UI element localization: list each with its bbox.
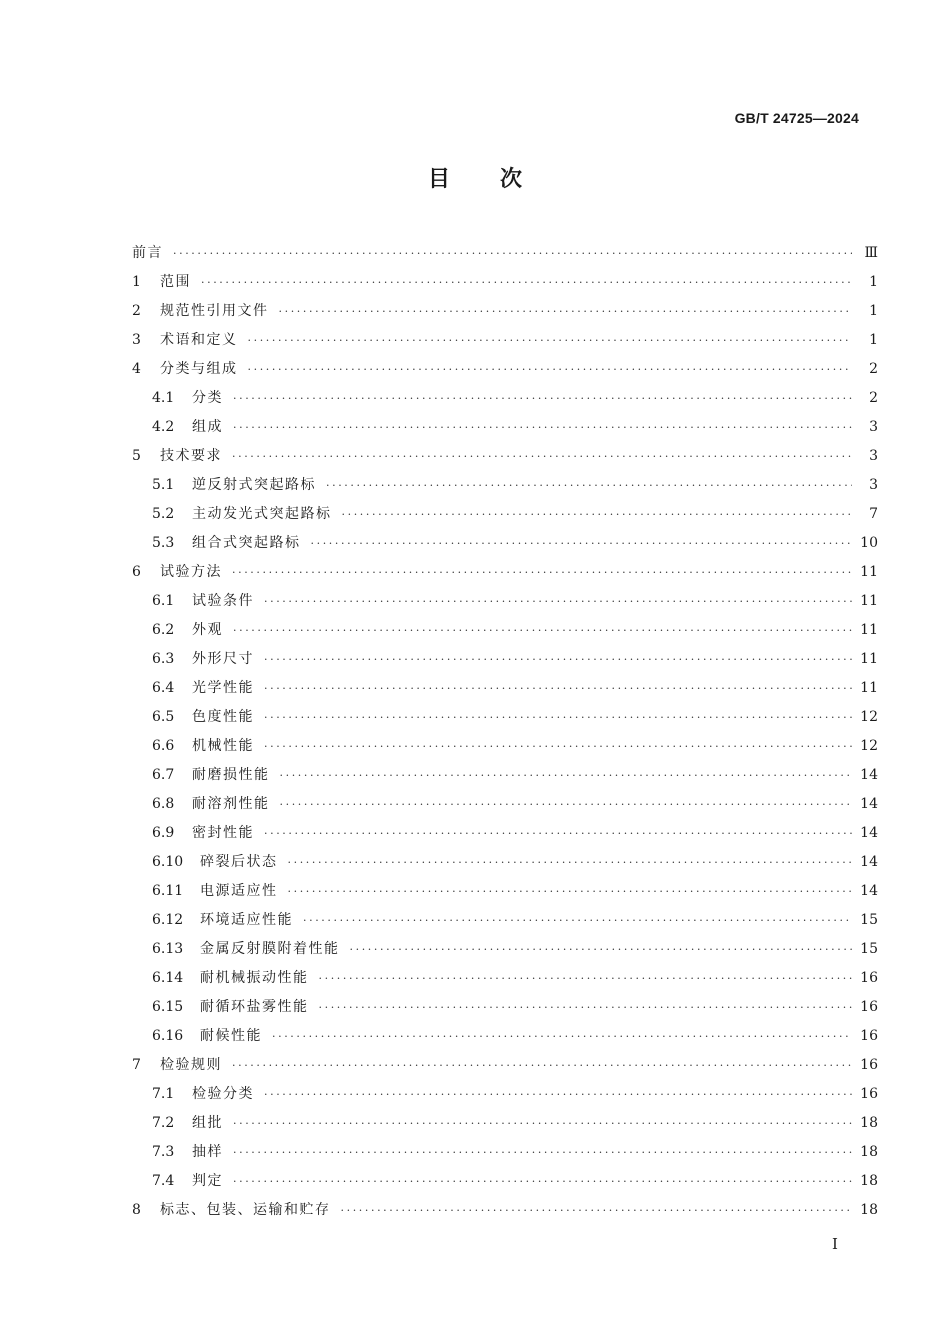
toc-entry-number: 6.7 (152, 767, 175, 783)
toc-entry-label: 术语和定义 (160, 332, 238, 348)
toc-entry-number: 6.9 (152, 825, 175, 841)
title-char-1: 目 (427, 167, 450, 192)
toc-entry-label: 组合式突起路标 (192, 535, 301, 551)
toc-entry-page: 16 (860, 1028, 878, 1044)
toc-entry-page: 11 (860, 680, 878, 696)
dot-leader (311, 529, 853, 558)
toc-entry-page: 18 (860, 1144, 878, 1160)
toc-entry-label: 范围 (160, 274, 191, 290)
toc-entry[interactable] (132, 471, 878, 500)
toc-entry[interactable] (132, 500, 878, 529)
toc-entry-number: 6.5 (152, 709, 175, 725)
toc-entry-number: 7.4 (152, 1173, 175, 1189)
dot-leader (326, 471, 852, 500)
toc-entry-number: 4 (132, 361, 141, 377)
toc-entry[interactable] (132, 732, 878, 761)
dot-leader (342, 500, 853, 529)
standard-code: GB/T 24725—2024 (734, 110, 859, 126)
toc-entry[interactable] (132, 558, 878, 587)
toc-entry-label: 耐候性能 (200, 1028, 262, 1044)
toc-entry-label: 外观 (192, 622, 223, 638)
toc-entry-page: 14 (860, 883, 878, 899)
toc-entry-label: 电源适应性 (200, 883, 278, 899)
toc-entry-number: 5.1 (152, 477, 175, 493)
dot-leader (233, 413, 852, 442)
dot-leader (280, 761, 853, 790)
dot-leader (264, 1080, 852, 1109)
toc-entry-number: 6.15 (152, 999, 184, 1015)
toc-entry-label: 密封性能 (192, 825, 254, 841)
toc-entry-page: 11 (860, 622, 878, 638)
title-char-2: 次 (500, 167, 523, 192)
toc-entry-number: 6.2 (152, 622, 175, 638)
dot-leader (232, 442, 852, 471)
toc-entry-number: 3 (132, 332, 141, 348)
toc-entry-label: 环境适应性能 (200, 912, 293, 928)
toc-entry-label: 机械性能 (192, 738, 254, 754)
toc-entry[interactable] (132, 384, 878, 413)
toc-entry-label: 外形尺寸 (192, 651, 254, 667)
toc-entry-page: 18 (860, 1115, 878, 1131)
toc-entry[interactable] (132, 616, 878, 645)
toc-entry-page: 18 (860, 1173, 878, 1189)
toc-entry-number: 4.1 (152, 390, 175, 406)
dot-leader (201, 268, 852, 297)
toc-entry-number: 6.13 (152, 941, 184, 957)
toc-entry[interactable] (132, 674, 878, 703)
toc-entry-label: 检验规则 (160, 1057, 222, 1073)
toc-entry-label: 金属反射膜附着性能 (200, 941, 340, 957)
toc-entry-number: 7.3 (152, 1144, 175, 1160)
toc-entry[interactable] (132, 819, 878, 848)
toc-entry[interactable] (132, 1051, 878, 1080)
toc-entry-number: 6.1 (152, 593, 175, 609)
toc-entry-page: 14 (860, 854, 878, 870)
toc-entry-number: 6.8 (152, 796, 175, 812)
dot-leader (264, 674, 852, 703)
toc-entry-page: 2 (869, 390, 878, 406)
toc-entry[interactable] (132, 1167, 878, 1196)
toc-entry-page: 12 (860, 709, 878, 725)
toc-entry-number: 6.6 (152, 738, 175, 754)
toc-entry-label: 前言 (132, 245, 163, 261)
dot-leader (264, 819, 852, 848)
toc-entry[interactable] (132, 1196, 878, 1225)
toc-entry-number: 5 (132, 448, 141, 464)
toc-entry-page: 10 (860, 535, 878, 551)
dot-leader (233, 1167, 852, 1196)
toc-entry[interactable] (132, 442, 878, 471)
toc-entry-page: 15 (860, 941, 878, 957)
toc-entry-label: 技术要求 (160, 448, 222, 464)
toc-entry-label: 试验方法 (160, 564, 222, 580)
toc-entry-label: 耐机械振动性能 (200, 970, 309, 986)
table-of-contents (132, 239, 878, 1225)
dot-leader (233, 1138, 852, 1167)
toc-entry-page: 1 (869, 332, 878, 348)
toc-entry-page: 16 (860, 970, 878, 986)
toc-entry[interactable] (132, 326, 878, 355)
toc-entry-page: 14 (860, 767, 878, 783)
toc-entry[interactable] (132, 877, 878, 906)
toc-entry-number: 5.3 (152, 535, 175, 551)
dot-leader (264, 587, 852, 616)
toc-entry-number: 7 (132, 1057, 141, 1073)
toc-entry-number: 1 (132, 274, 141, 290)
toc-entry-page: 2 (869, 361, 878, 377)
toc-entry[interactable] (132, 297, 878, 326)
toc-entry-number: 7.2 (152, 1115, 175, 1131)
toc-entry-label: 主动发光式突起路标 (192, 506, 332, 522)
dot-leader (350, 935, 853, 964)
toc-entry[interactable] (132, 848, 878, 877)
toc-entry-page: 7 (869, 506, 878, 522)
dot-leader (280, 790, 853, 819)
toc-entry[interactable] (132, 1138, 878, 1167)
toc-entry[interactable] (132, 703, 878, 732)
toc-entry-label: 标志、包装、运输和贮存 (160, 1202, 331, 1218)
page-number: I (832, 1235, 838, 1253)
toc-entry[interactable] (132, 529, 878, 558)
toc-entry-page: 16 (860, 1057, 878, 1073)
toc-entry-number: 7.1 (152, 1086, 175, 1102)
dot-leader (232, 1051, 852, 1080)
toc-entry-number: 6.10 (152, 854, 184, 870)
toc-entry-label: 试验条件 (192, 593, 254, 609)
toc-entry[interactable] (132, 935, 878, 964)
toc-entry-number: 4.2 (152, 419, 175, 435)
toc-entry-page: 16 (860, 1086, 878, 1102)
dot-leader (233, 1109, 852, 1138)
dot-leader (319, 993, 853, 1022)
toc-entry-page: 1 (869, 274, 878, 290)
toc-entry-number: 6.4 (152, 680, 175, 696)
dot-leader (264, 703, 852, 732)
toc-entry[interactable] (132, 790, 878, 819)
toc-entry-page: 1 (869, 303, 878, 319)
toc-entry-label: 判定 (192, 1173, 223, 1189)
dot-leader (288, 877, 853, 906)
toc-entry-label: 碎裂后状态 (200, 854, 278, 870)
toc-entry-page: 3 (869, 419, 878, 435)
toc-entry-number: 6 (132, 564, 141, 580)
toc-entry[interactable] (132, 268, 878, 297)
toc-entry[interactable] (132, 964, 878, 993)
dot-leader (341, 1196, 853, 1225)
toc-entry-page: 3 (869, 477, 878, 493)
toc-entry-label: 规范性引用文件 (160, 303, 269, 319)
toc-entry-label: 检验分类 (192, 1086, 254, 1102)
toc-entry-page: 15 (860, 912, 878, 928)
page-title (0, 162, 950, 193)
toc-entry-page: 11 (860, 564, 878, 580)
dot-leader (319, 964, 853, 993)
toc-entry-label: 组成 (192, 419, 223, 435)
toc-entry-label: 分类 (192, 390, 223, 406)
dot-leader (272, 1022, 852, 1051)
toc-entry-page: 11 (860, 651, 878, 667)
toc-entry[interactable] (132, 645, 878, 674)
toc-entry-number: 6.16 (152, 1028, 184, 1044)
toc-entry[interactable] (132, 1080, 878, 1109)
dot-leader (303, 906, 852, 935)
dot-leader (279, 297, 853, 326)
toc-entry-label: 组批 (192, 1115, 223, 1131)
dot-leader (264, 645, 852, 674)
toc-entry-label: 逆反射式突起路标 (192, 477, 316, 493)
dot-leader (264, 732, 852, 761)
toc-entry-label: 抽样 (192, 1144, 223, 1160)
toc-entry-number: 6.3 (152, 651, 175, 667)
toc-entry-page: 16 (860, 999, 878, 1015)
toc-entry[interactable] (132, 1022, 878, 1051)
toc-entry-number: 6.14 (152, 970, 184, 986)
toc-entry-number: 2 (132, 303, 141, 319)
toc-entry-page: Ⅲ (864, 245, 878, 261)
dot-leader (248, 326, 853, 355)
toc-entry-page: 3 (869, 448, 878, 464)
toc-entry-page: 11 (860, 593, 878, 609)
dot-leader (232, 558, 852, 587)
toc-entry-page: 18 (860, 1202, 878, 1218)
toc-entry-label: 光学性能 (192, 680, 254, 696)
toc-entry-label: 耐磨损性能 (192, 767, 270, 783)
toc-entry[interactable] (132, 587, 878, 616)
toc-entry[interactable] (132, 1109, 878, 1138)
toc-entry-number: 6.12 (152, 912, 184, 928)
toc-entry[interactable] (132, 906, 878, 935)
toc-entry-number: 6.11 (152, 883, 184, 899)
dot-leader (288, 848, 853, 877)
dot-leader (173, 239, 852, 268)
toc-entry[interactable] (132, 355, 878, 384)
toc-entry-label: 色度性能 (192, 709, 254, 725)
toc-entry-page: 14 (860, 796, 878, 812)
toc-entry-number: 5.2 (152, 506, 175, 522)
toc-entry-page: 12 (860, 738, 878, 754)
dot-leader (233, 616, 852, 645)
toc-entry-label: 耐溶剂性能 (192, 796, 270, 812)
dot-leader (233, 384, 852, 413)
toc-entry[interactable] (132, 413, 878, 442)
toc-entry[interactable] (132, 761, 878, 790)
toc-entry-number: 8 (132, 1202, 141, 1218)
toc-entry-label: 分类与组成 (160, 361, 238, 377)
toc-entry[interactable] (132, 993, 878, 1022)
toc-entry[interactable] (132, 239, 878, 268)
toc-entry-page: 14 (860, 825, 878, 841)
dot-leader (248, 355, 853, 384)
toc-entry-label: 耐循环盐雾性能 (200, 999, 309, 1015)
